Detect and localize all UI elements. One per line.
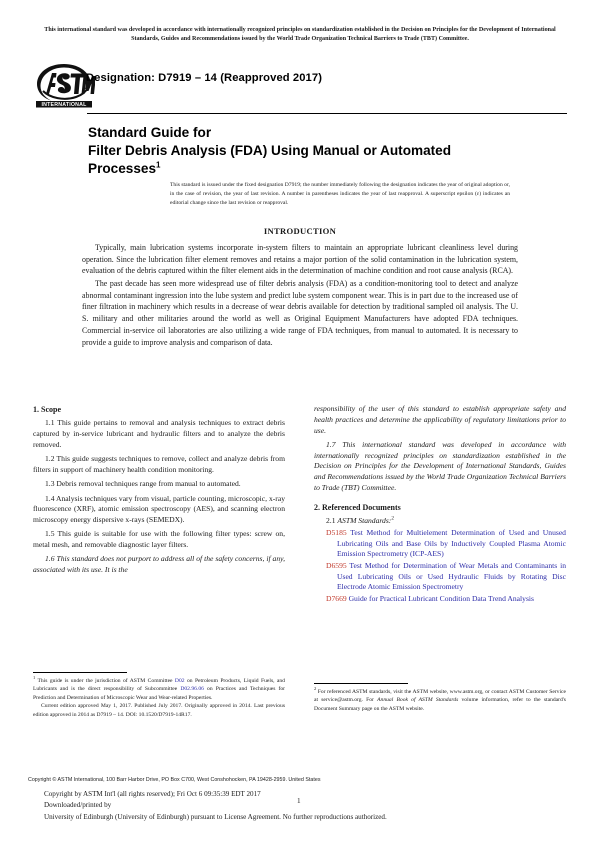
footnote-rule xyxy=(314,683,408,684)
standard-title[interactable]: Test Method for Multielement Determination of Used and Unused Lubricating Oils and Base Oils by Inductively Coupled Plasma Atomic Emission Spectrometry (ICP-AES) xyxy=(337,527,566,559)
introduction-body xyxy=(82,242,518,348)
stamp-licensee: University of Edinburgh (University of Edinburgh) pursuant to License Agreement. No further reproductions authorized. xyxy=(44,812,387,821)
stamp-copyright: Copyright by ASTM Int'l (all rights reserved); Fri Oct 6 09:35:39 EDT 2017 xyxy=(44,790,261,798)
footnote-2-part-b: volume information, refer to the standard's Document Summary page on the ASTM website. xyxy=(314,697,566,712)
footnote-1-marker: 1 xyxy=(33,675,36,681)
page-number: 1 xyxy=(297,797,301,805)
title-line-1: Standard Guide for xyxy=(88,125,212,140)
scope-item-1-7: 1.7 This international standard was developed in accordance with internationally recognized principles on standardization established in the Decision on Principles for the Development of International Standards, Guides and Recommendations issued by the World Trade Organization Technical Barriers to Trade (TBT) Committee. xyxy=(314,439,566,492)
subheading-footnote-marker: 2 xyxy=(391,515,394,522)
header-divider xyxy=(87,113,567,114)
download-stamp xyxy=(44,789,544,823)
astm-standards-subheading xyxy=(314,516,566,527)
footnote-1-part-b: on Petroleum Products, Liquid Fuels, and Lubricants and is the direct responsibility of Subcommittee xyxy=(33,677,285,693)
title-line-3-text: Processes xyxy=(88,161,157,177)
footnote-1-part-a: This guide is under the jurisdiction of ASTM Committee xyxy=(37,677,175,684)
standard-id[interactable]: D5185 xyxy=(326,527,347,537)
standard-id[interactable]: D6595 xyxy=(326,560,347,570)
footnote-1-edition: Current edition approved May 1, 2017. Published July 2017. Originally approved in 2014. Last previous edition approved in 2014 as D7919 – 14. DOI: 10.1520/D7919-14R17. xyxy=(33,703,285,718)
left-column xyxy=(33,404,285,580)
copyright-line: Copyright © ASTM International, 100 Barr Harbor Drive, PO Box C700, West Conshohocken, PA 19428-2959. United States xyxy=(28,777,321,783)
referenced-standard-item[interactable] xyxy=(314,561,566,593)
issue-note: This standard is issued under the fixed designation D7919; the number immediately following the designation indicates the year of original adoption or, in the case of revision, the year of last revision. A number in parentheses indicates the year of last reapproval. A superscript epsilon (ε) indicates an editorial change since the last revision or reapproval. xyxy=(170,182,510,207)
footnote-2-part-a: For referenced ASTM standards, visit the ASTM website, www.astm.org, or contact ASTM Customer Service at service@astm.org. For xyxy=(314,688,566,704)
title-footnote-marker: 1 xyxy=(156,160,161,170)
scope-item-1-6-part2: responsibility of the user of this standard to establish appropriate safety and health practices and determine the applicability of regulatory limitations prior to use. xyxy=(314,404,566,435)
introduction-paragraph: Typically, main lubrication systems incorporate in-system filters to maintain an appropriate lubricant cleanliness level during operation. Since the lubrication filter element removes and retains a major portion of the solid contamination in the lubrication system, evaluation of the debris captured within the filter element aids in the determination of machine condition and root cause analysis (RCA). xyxy=(82,243,518,276)
scope-item: 1.2 This guide suggests techniques to remove, collect and analyze debris from filters in support of machinery health condition monitoring. xyxy=(33,454,285,474)
subheading-text: ASTM Standards: xyxy=(337,516,392,526)
scope-item-1-6-part1: 1.6 This standard does not purport to address all of the safety concerns, if any, associated with its use. It is the xyxy=(33,554,285,575)
introduction-heading: INTRODUCTION xyxy=(263,226,337,236)
footnote-1-text xyxy=(33,677,285,703)
scope-item: 1.5 This guide is suitable for use with the following filter types: screw on, metal mesh, and removable diagnostic layer filters. xyxy=(33,529,285,550)
referenced-documents-heading: 2. Referenced Documents xyxy=(314,502,401,512)
scope-item: 1.4 Analysis techniques vary from visual, particle counting, microscopic, x-ray fluorescence (XRF), atomic emission spectroscopy (AES), and scanning electron microscopy energy dispersive x-rays (SEMEDX). xyxy=(33,493,285,525)
stamp-downloaded-by: Downloaded/printed by xyxy=(44,801,112,810)
tbt-banner: This international standard was developed in accordance with internationally recognized principles on standardization established in the Decision on Principles for the Development of International Standards, Guides and Recommendations issued by the World Trade Organization Technical Barriers to Trade (TBT) Committee. xyxy=(44,27,556,43)
footnote-2-italic: Annual Book of ASTM Standards xyxy=(377,697,459,704)
title-line-2: Filter Debris Analysis (FDA) Using Manual or Automated xyxy=(88,143,452,159)
astm-logo-icon xyxy=(33,61,95,109)
standard-title[interactable]: Test Method for Determination of Wear Metals and Contaminants in Used Lubricating Oils or Used Hydraulic Fluids by Rotating Disc Electrode Atomic Emission Spectrometry xyxy=(337,560,566,592)
footnote-2-marker: 2 xyxy=(314,686,317,692)
scope-item: 1.1 This guide pertains to removal and analysis techniques to extract debris captured by in-service lubricant and hydraulic filters and to analyze the debris removed. xyxy=(33,418,285,449)
footnote-2 xyxy=(314,683,566,713)
document-title xyxy=(88,124,508,178)
footnote-rule xyxy=(33,672,127,673)
referenced-standards-list xyxy=(314,528,566,604)
right-column xyxy=(314,404,566,605)
footnote-1-part-c: on Practices and Techniques for Prediction and Determination of Microscopic Wear and Wear-related Properties. xyxy=(33,686,285,701)
logo-sub-text: INTERNATIONAL xyxy=(41,102,87,109)
standard-title[interactable]: Guide for Practical Lubricant Condition Data Trend Analysis xyxy=(348,593,534,603)
introduction-paragraph: The past decade has seen more widespread use of filter debris analysis (FDA) as a condition-monitoring tool to detect and analyze abnormal contaminant ingression into the lube system and predict lube system component wear. This is in part due to the increased use of finer filtration in machinery which results in a decrease of wear debris available for detection by traditional sampled oil analysis. The U. S. military and other militaries around the world as well as Original Equipment Manufacturers have adopted FDA techniques. Commercial in-service oil laboratories are also utilizing a wide range of FDA techniques, from manual to automated. It is necessary to provide a guide to improve analysis and comparison of data. xyxy=(82,279,518,347)
footnote-1 xyxy=(33,672,285,719)
referenced-standard-item[interactable] xyxy=(314,528,566,560)
footnote-2-text xyxy=(314,688,566,714)
title-line-3 xyxy=(88,160,508,178)
scope-heading: 1. Scope xyxy=(33,405,61,414)
referenced-standard-item[interactable] xyxy=(314,594,566,605)
subheading-number: 2.1 xyxy=(326,516,336,526)
designation-row xyxy=(33,61,567,111)
scope-item: 1.3 Debris removal techniques range from manual to automated. xyxy=(45,479,241,489)
committee-link[interactable]: D02 xyxy=(174,677,185,684)
designation-label: Designation: D7919 – 14 (Reapproved 2017) xyxy=(86,72,323,84)
standard-id[interactable]: D7669 xyxy=(326,593,347,603)
subcommittee-link[interactable]: D02.96.06 xyxy=(180,686,204,693)
